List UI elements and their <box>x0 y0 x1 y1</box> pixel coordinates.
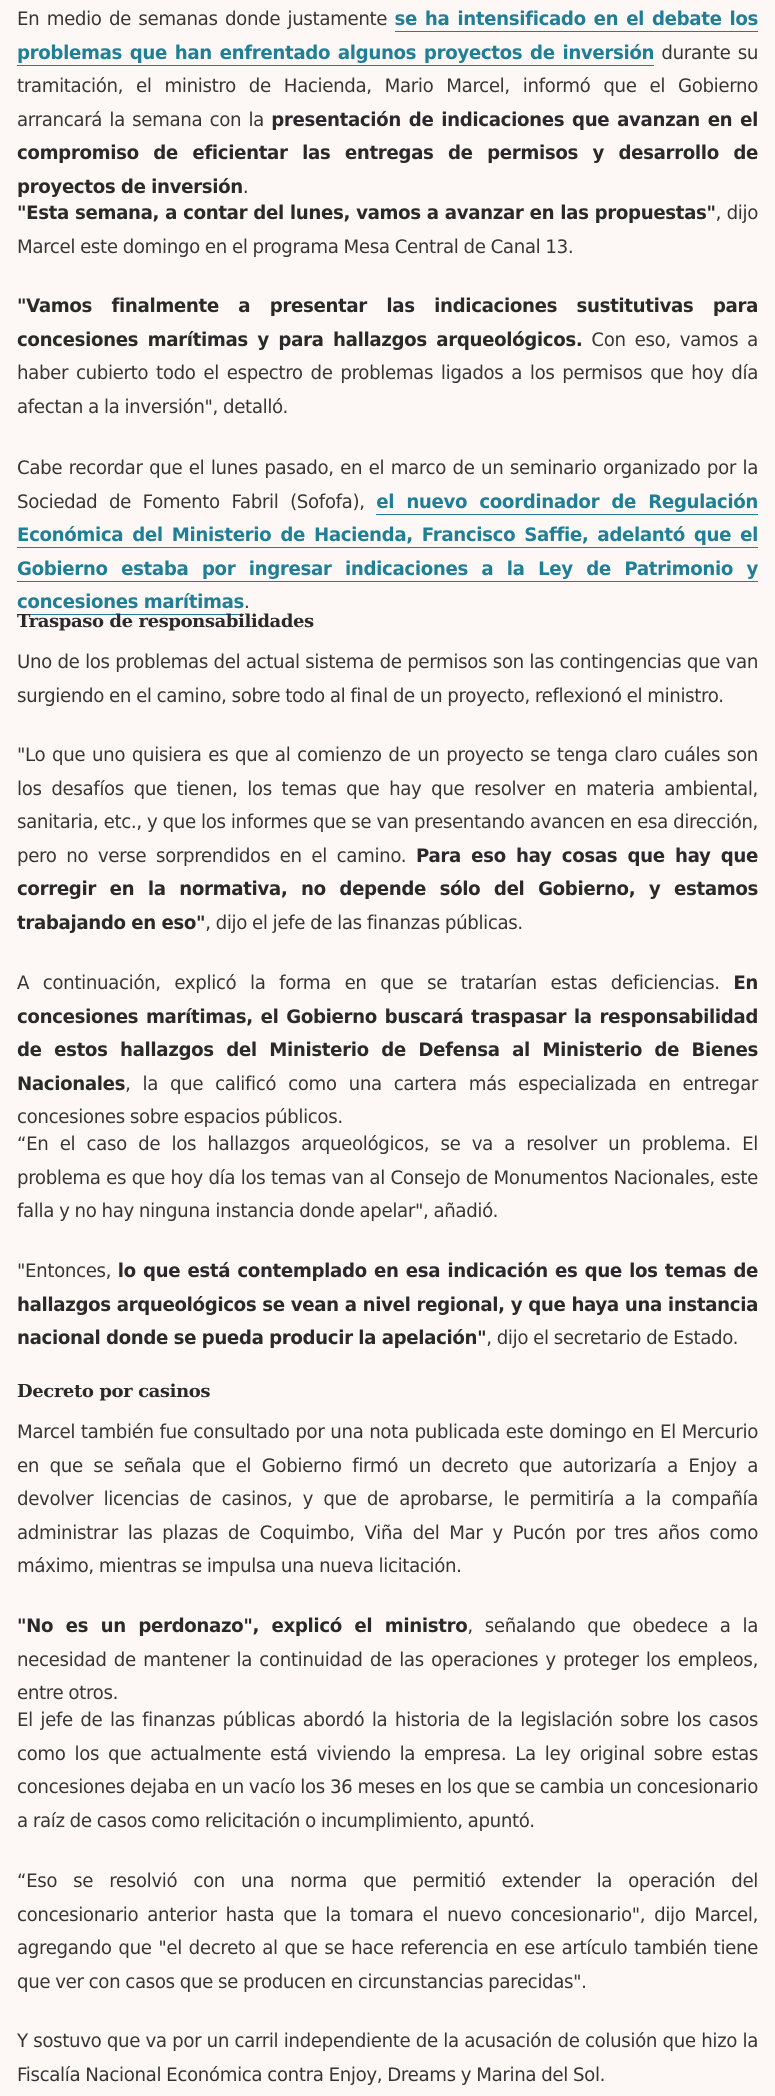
paragraph-text: Con eso, vamos a haber cubierto todo el espectro de problemas ligados a los permisos que hoy día afectan a la inversión", detalló. <box>17 329 758 418</box>
paragraph-bold: "Esta semana, a contar del lunes, vamos a avanzar en las propuestas" <box>17 203 716 224</box>
paragraph-12 <box>17 1704 758 1838</box>
paragraph-text: , la que calificó como una cartera más especializada en entregar concesiones sobre espacios públicos. <box>17 1073 758 1128</box>
paragraph-bold: "Vamos finalmente a presentar las indicaciones sustitutivas para concesiones marítimas y para hallazgos arqueológicos. <box>17 296 758 351</box>
paragraph-13 <box>17 1865 758 1999</box>
paragraph-7 <box>17 967 758 1135</box>
paragraph-text: Y sostuvo que va por un carril independiente de la acusación de colusión que hizo la Fiscalía Nacional Económica contra Enjoy, Dreams y Marina del Sol. <box>17 2031 758 2086</box>
paragraph-1 <box>17 3 758 204</box>
paragraph-14 <box>17 2025 758 2092</box>
section-heading-traspaso: Traspaso de responsabilidades <box>17 611 314 632</box>
paragraph-text: , dijo Marcel este domingo en el programa Mesa Central de Canal 13. <box>17 203 758 258</box>
article-link-saffie[interactable]: el nuevo coordinador de Regulación Económica del Ministerio de Hacienda, Francisco Saffie, adelantó que el Gobierno estaba por ingresar indicaciones a la Ley de Patrimonio y concesiones marítimas <box>17 491 758 613</box>
paragraph-6 <box>17 739 758 940</box>
paragraph-text: . <box>244 592 250 613</box>
paragraph-text: Marcel también fue consultado por una nota publicada este domingo en El Mercurio en que se señala que el Gobierno firmó un decreto que autorizaría a Enjoy a devolver licencias de casinos, y que de aprobarse, le permitiría a la compañía administrar las plazas de Coquimbo, Viña del Mar y Pucón por tres años como máximo, mientras se impulsa una nueva licitación. <box>17 1422 758 1577</box>
paragraph-bold: En concesiones marítimas, el Gobierno buscará traspasar la responsabilidad de estos hallazgos del Ministerio de Defensa al Ministerio de Bienes Nacionales <box>17 973 758 1095</box>
paragraph-text: “En el caso de los hallazgos arqueológicos, se va a resolver un problema. El problema es que hoy día los temas van al Consejo de Monumentos Nacionales, este falla y no hay ninguna instancia donde apelar", añadió. <box>17 1134 758 1222</box>
paragraph-text: "Entonces, <box>17 1261 118 1282</box>
paragraph-text: durante su tramitación, el ministro de Hacienda, Mario Marcel, informó que el Gobierno arrancará la semana con la <box>17 42 758 131</box>
paragraph-bold: presentación de indicaciones que avanzan en el compromiso de eficientar las entregas de permisos y desarrollo de proyectos de inversión <box>17 109 758 198</box>
paragraph-text: Cabe recordar que el lunes pasado, en el marco de un seminario organizado por la Sociedad de Fomento Fabril (Sofofa), <box>17 458 758 513</box>
paragraph-10 <box>17 1416 758 1584</box>
paragraph-3 <box>17 290 758 424</box>
paragraph-11 <box>17 1610 758 1711</box>
paragraph-bold: Para eso hay cosas que hay que corregir en la normativa, no depende sólo del Gobierno, y estamos trabajando en eso" <box>17 845 758 934</box>
paragraph-bold: lo que está contemplado en esa indicación es que los temas de hallazgos arqueológicos se vean a nivel regional, y que haya una instancia nacional donde se pueda producir la apelación" <box>17 1261 758 1349</box>
paragraph-text: “Eso se resolvió con una norma que permitió extender la operación del concesionario anterior hasta que la tomara el nuevo concesionario", dijo Marcel, agregando que "el decreto al que se hace referencia en ese artículo también tiene que ver con casos que se producen en circunstancias parecidas". <box>17 1871 758 1993</box>
paragraph-bold: "No es un perdonazo", explicó el ministro <box>17 1616 468 1637</box>
section-heading-casinos: Decreto por casinos <box>17 1381 211 1402</box>
paragraph-text: "Lo que uno quisiera es que al comienzo de un proyecto se tenga claro cuáles son los desafíos que tienen, los temas que hay que resolver en materia ambiental, sanitaria, etc., y que los informes que se van presentando avancen en esa dirección, pero no verse sorprendidos en el camino. <box>17 745 758 867</box>
paragraph-9 <box>17 1255 758 1356</box>
paragraph-text: . <box>242 176 249 198</box>
paragraph-text: , dijo el secretario de Estado. <box>486 1328 739 1349</box>
paragraph-text: , dijo el jefe de las finanzas públicas. <box>205 912 523 934</box>
paragraph-text: El jefe de las finanzas públicas abordó la historia de la legislación sobre los casos como los que actualmente está viviendo la empresa. La ley original sobre estas concesiones dejaba en un vacío los 36 meses en los que se cambia un concesionario a raíz de casos como relicitación o incumplimiento, apuntó. <box>17 1710 758 1832</box>
paragraph-text: Uno de los problemas del actual sistema de permisos son las contingencias que van surgiendo en el camino, sobre todo al final de un proyecto, reflexionó el ministro. <box>17 652 758 707</box>
article-link-debate[interactable]: se ha intensificado en el debate los problemas que han enfrentado algunos proyectos de inversión <box>17 9 758 64</box>
paragraph-8 <box>17 1128 758 1229</box>
paragraph-5 <box>17 646 758 713</box>
paragraph-text: En medio de semanas donde justamente <box>17 9 395 30</box>
paragraph-4 <box>17 452 758 620</box>
paragraph-text: A continuación, explicó la forma en que se tratarían estas deficiencias. <box>17 973 734 994</box>
paragraph-text: , señalando que obedece a la necesidad de mantener la continuidad de las operaciones y proteger los empleos, entre otros. <box>17 1616 759 1704</box>
paragraph-2 <box>17 197 758 264</box>
